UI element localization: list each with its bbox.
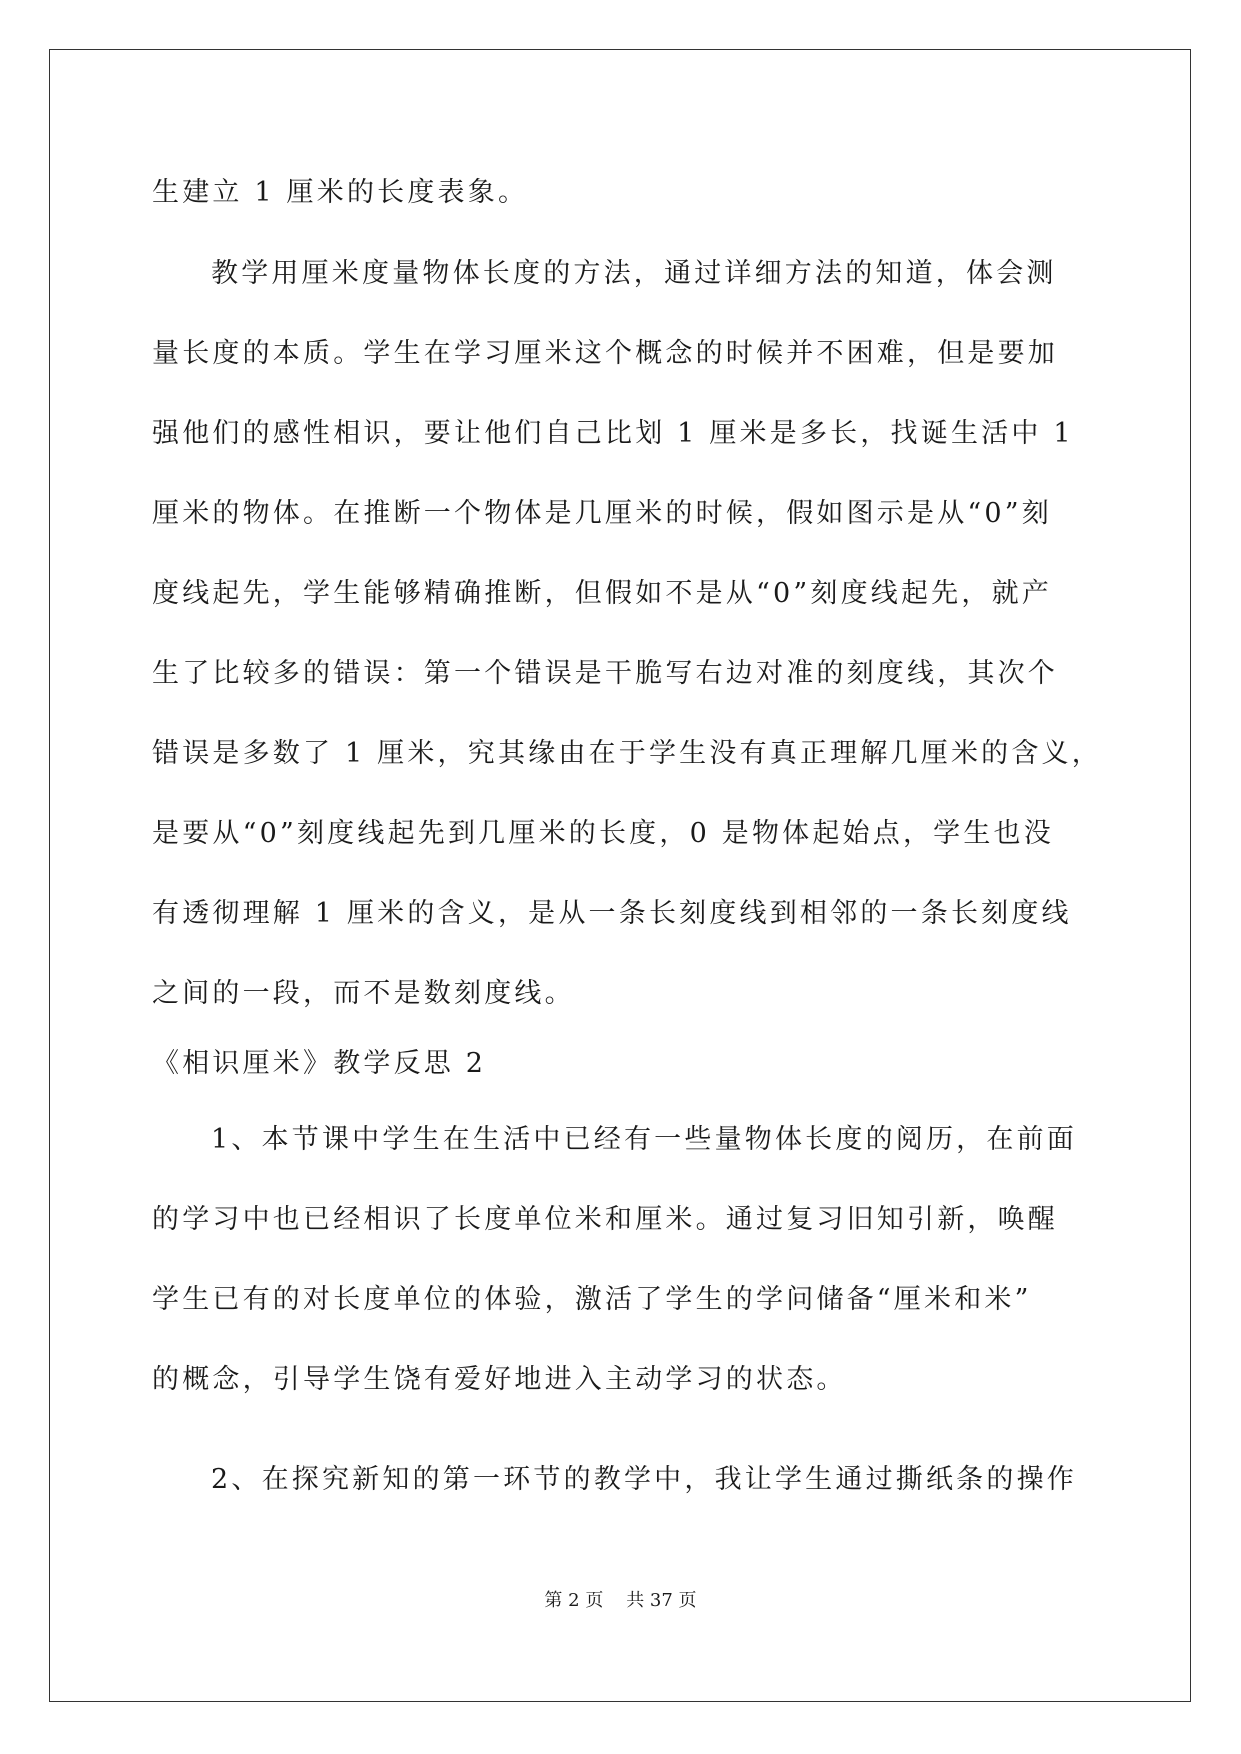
page-border	[49, 49, 1191, 1702]
text-line: 生了比较多的错误：第一个错误是干脆写右边对准的刻度线，其次个	[152, 658, 1058, 689]
text-line: 的概念，引导学生饶有爱好地进入主动学习的状态。	[152, 1364, 847, 1395]
paragraph-start-line: 2、在探究新知的第一环节的教学中，我让学生通过撕纸条的操作	[211, 1464, 1077, 1495]
page-number-footer: 第 2 页 共 37 页	[544, 1590, 697, 1611]
text-line: 有透彻理解 1 厘米的含义，是从一条长刻度线到相邻的一条长刻度线	[152, 898, 1072, 929]
section-heading: 《相识厘米》教学反思 2	[152, 1048, 487, 1079]
text-line: 的学习中也已经相识了长度单位米和厘米。通过复习旧知引新，唤醒	[152, 1204, 1058, 1235]
paragraph-start-line: 1、本节课中学生在生活中已经有一些量物体长度的阅历，在前面	[211, 1124, 1077, 1155]
text-line: 学生已有的对长度单位的体验，激活了学生的学问储备“厘米和米”	[152, 1284, 1032, 1315]
paragraph-start-line: 教学用厘米度量物体长度的方法，通过详细方法的知道，体会测	[211, 258, 1057, 289]
text-line: 强他们的感性相识，要让他们自己比划 1 厘米是多长，找诞生活中 1	[152, 418, 1074, 449]
text-line: 之间的一段，而不是数刻度线。	[152, 978, 575, 1009]
text-line: 生建立 1 厘米的长度表象。	[152, 177, 529, 208]
text-line: 度线起先，学生能够精确推断，但假如不是从“0”刻度线起先，就产	[152, 578, 1052, 609]
text-line: 厘米的物体。在推断一个物体是几厘米的时候，假如图示是从“0”刻	[152, 498, 1052, 529]
text-line: 错误是多数了 1 厘米，究其缘由在于学生没有真正理解几厘米的含义，	[152, 738, 1102, 769]
text-line: 是要从“0”刻度线起先到几厘米的长度，0 是物体起始点，学生也没	[152, 818, 1054, 849]
text-line: 量长度的本质。学生在学习厘米这个概念的时候并不困难，但是要加	[152, 338, 1058, 369]
